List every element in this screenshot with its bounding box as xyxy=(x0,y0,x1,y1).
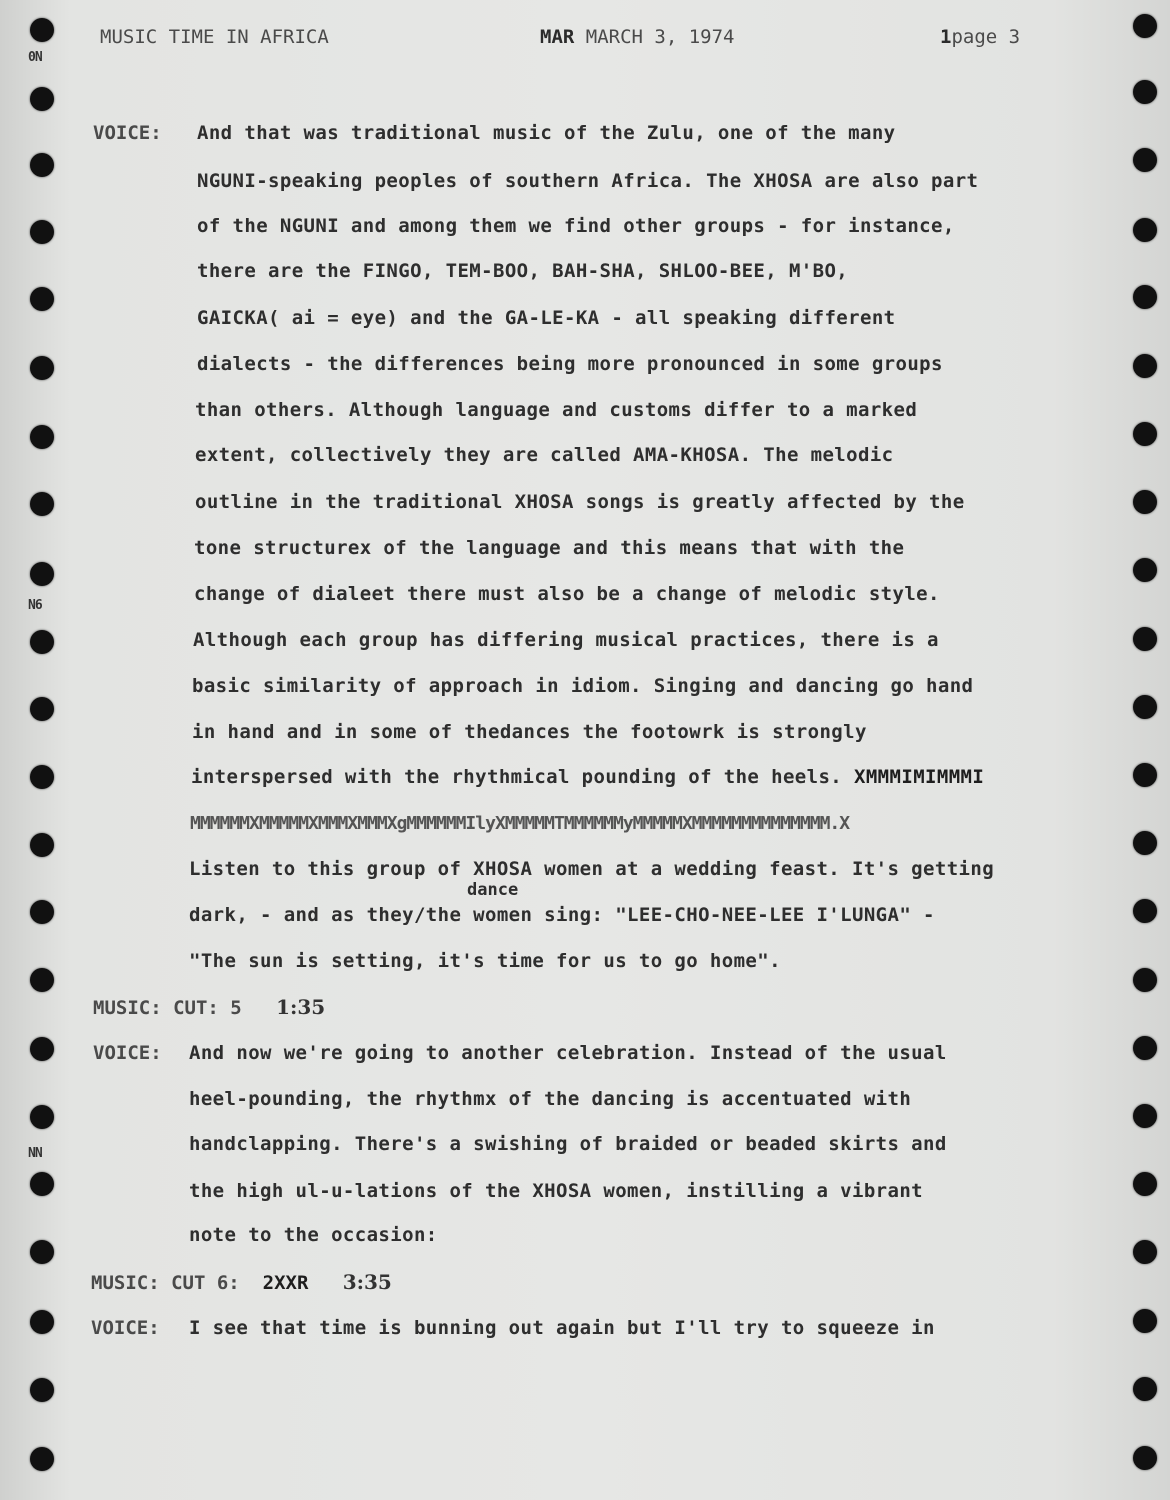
struck-text: XMMMIMIMMMI xyxy=(854,766,985,788)
script-line: heel-pounding, the rhythmx of the dancing is accentuated with xyxy=(189,1088,912,1110)
music-label: MUSIC: xyxy=(91,1272,160,1294)
page-number xyxy=(940,26,1020,48)
voice-label: VOICE: xyxy=(93,1042,162,1064)
cut-duration: 1:35 xyxy=(276,995,326,1019)
script-line: GAICKA( ai = eye) and the GA-LE-KA - all speaking different xyxy=(197,307,896,329)
sprocket-hole xyxy=(30,1240,54,1264)
sprocket-hole xyxy=(1133,1240,1157,1264)
script-line: there are the FINGO, TEM-BOO, BAH-SHA, SHLOO-BEE, M'BO, xyxy=(197,260,849,282)
sprocket-hole xyxy=(1133,695,1157,719)
script-line: in hand and in some of thedances the footowrk is strongly xyxy=(192,721,867,743)
script-line: NGUNI-speaking peoples of southern Africa. The XHOSA are also part xyxy=(197,170,979,192)
script-line: And that was traditional music of the Zulu, one of the many xyxy=(197,122,896,144)
sprocket-hole xyxy=(30,87,54,111)
sprocket-hole xyxy=(1133,968,1157,992)
script-line: tone structurex of the language and this means that with the xyxy=(194,537,905,559)
script-line: I see that time is bunning out again but I'll try to squeeze in xyxy=(189,1317,935,1339)
sprocket-hole xyxy=(30,1105,54,1129)
cut-duration: 3:35 xyxy=(342,1270,392,1294)
margin-mark: 0N xyxy=(28,50,42,65)
sprocket-hole xyxy=(1133,627,1157,651)
music-cue xyxy=(91,1270,392,1294)
sprocket-hole xyxy=(1133,1446,1157,1470)
sprocket-hole xyxy=(30,1172,54,1196)
sprocket-hole xyxy=(30,1037,54,1061)
sprocket-hole xyxy=(1133,285,1157,309)
script-line: note to the occasion: xyxy=(189,1224,438,1246)
margin-mark: N6 xyxy=(28,598,42,613)
sprocket-hole xyxy=(30,833,54,857)
script-line-text: interspersed with the rhythmical pounding of the heels. xyxy=(191,766,843,788)
sprocket-hole xyxy=(1133,422,1157,446)
sprocket-hole xyxy=(1133,1104,1157,1128)
script-line: than others. Although language and customs differ to a marked xyxy=(195,399,918,421)
script-line: basic similarity of approach in idiom. Singing and dancing go hand xyxy=(192,675,974,697)
script-line: Although each group has differing musical practices, there is a xyxy=(193,629,939,651)
sprocket-hole xyxy=(1133,354,1157,378)
sprocket-hole xyxy=(1133,831,1157,855)
music-label: MUSIC: xyxy=(93,997,162,1019)
page-header xyxy=(100,26,1050,52)
sprocket-hole xyxy=(30,697,54,721)
sprocket-hole xyxy=(1133,80,1157,104)
script-line: Listen to this group of XHOSA women at a wedding feast. It's getting xyxy=(189,858,995,880)
script-line: And now we're going to another celebration. Instead of the usual xyxy=(189,1042,947,1064)
sprocket-hole xyxy=(30,153,54,177)
sprocket-hole xyxy=(30,356,54,380)
sprocket-hole xyxy=(30,220,54,244)
sprocket-hole xyxy=(1133,218,1157,242)
sprocket-hole xyxy=(1133,148,1157,172)
sprocket-hole xyxy=(30,1447,54,1471)
script-line: handclapping. There's a swishing of braided or beaded skirts and xyxy=(189,1133,947,1155)
sprocket-hole xyxy=(1133,1036,1157,1060)
sprocket-hole xyxy=(30,492,54,516)
date-text: MARCH 3, 1974 xyxy=(585,26,735,48)
script-line: of the NGUNI and among them we find other groups - for instance, xyxy=(197,215,955,237)
struck-line: MMMMMMXMMMMMXMMMXMMMXgMMMMMMIlyXMMMMMTMMMMMMyMMMMMXMMMMMMMMMMMMMM.X xyxy=(190,813,850,834)
script-line: change of dialeet there must also be a change of melodic style. xyxy=(194,583,940,605)
sprocket-hole xyxy=(30,562,54,586)
music-cue xyxy=(93,995,325,1019)
sprocket-hole xyxy=(1133,558,1157,582)
sprocket-hole xyxy=(1133,490,1157,514)
struck-text: 2XXR xyxy=(262,1272,309,1294)
voice-label: VOICE: xyxy=(91,1317,160,1339)
sprocket-hole xyxy=(1133,1309,1157,1333)
program-title: MUSIC TIME IN AFRICA xyxy=(100,26,329,48)
script-line: the high ul-u-lations of the XHOSA women, instilling a vibrant xyxy=(189,1180,924,1202)
sprocket-hole xyxy=(1133,1377,1157,1401)
struck-date-prefix: MAR xyxy=(540,26,575,48)
script-line: "The sun is setting, it's time for us to go home". xyxy=(189,950,781,972)
sprocket-hole xyxy=(30,1378,54,1402)
sprocket-hole xyxy=(1133,14,1157,38)
script-line: dark, - and as they/the women sing: "LEE-CHO-NEE-LEE I'LUNGA" - xyxy=(189,904,935,926)
cut-number: CUT 6: xyxy=(171,1272,240,1294)
sprocket-hole xyxy=(1133,1172,1157,1196)
page-label: page 3 xyxy=(951,26,1021,48)
sprocket-hole xyxy=(30,630,54,654)
broadcast-date xyxy=(540,26,735,48)
sprocket-hole xyxy=(30,900,54,924)
sprocket-hole xyxy=(30,765,54,789)
sprocket-hole xyxy=(30,287,54,311)
interlinear-insertion: dance xyxy=(467,880,519,900)
margin-mark: NN xyxy=(28,1146,42,1161)
struck-page-digit: 1 xyxy=(940,26,952,48)
script-line: outline in the traditional XHOSA songs is greatly affected by the xyxy=(195,491,965,513)
voice-label: VOICE: xyxy=(93,122,162,144)
script-line: extent, collectively they are called AMA-KHOSA. The melodic xyxy=(195,444,894,466)
sprocket-hole xyxy=(1133,763,1157,787)
sprocket-hole xyxy=(1133,899,1157,923)
script-line: dialects - the differences being more pronounced in some groups xyxy=(197,353,943,375)
cut-number: CUT: 5 xyxy=(173,997,242,1019)
sprocket-hole xyxy=(30,425,54,449)
sprocket-hole xyxy=(30,968,54,992)
script-line xyxy=(191,766,984,788)
sprocket-hole xyxy=(30,18,54,42)
sprocket-hole xyxy=(30,1310,54,1334)
